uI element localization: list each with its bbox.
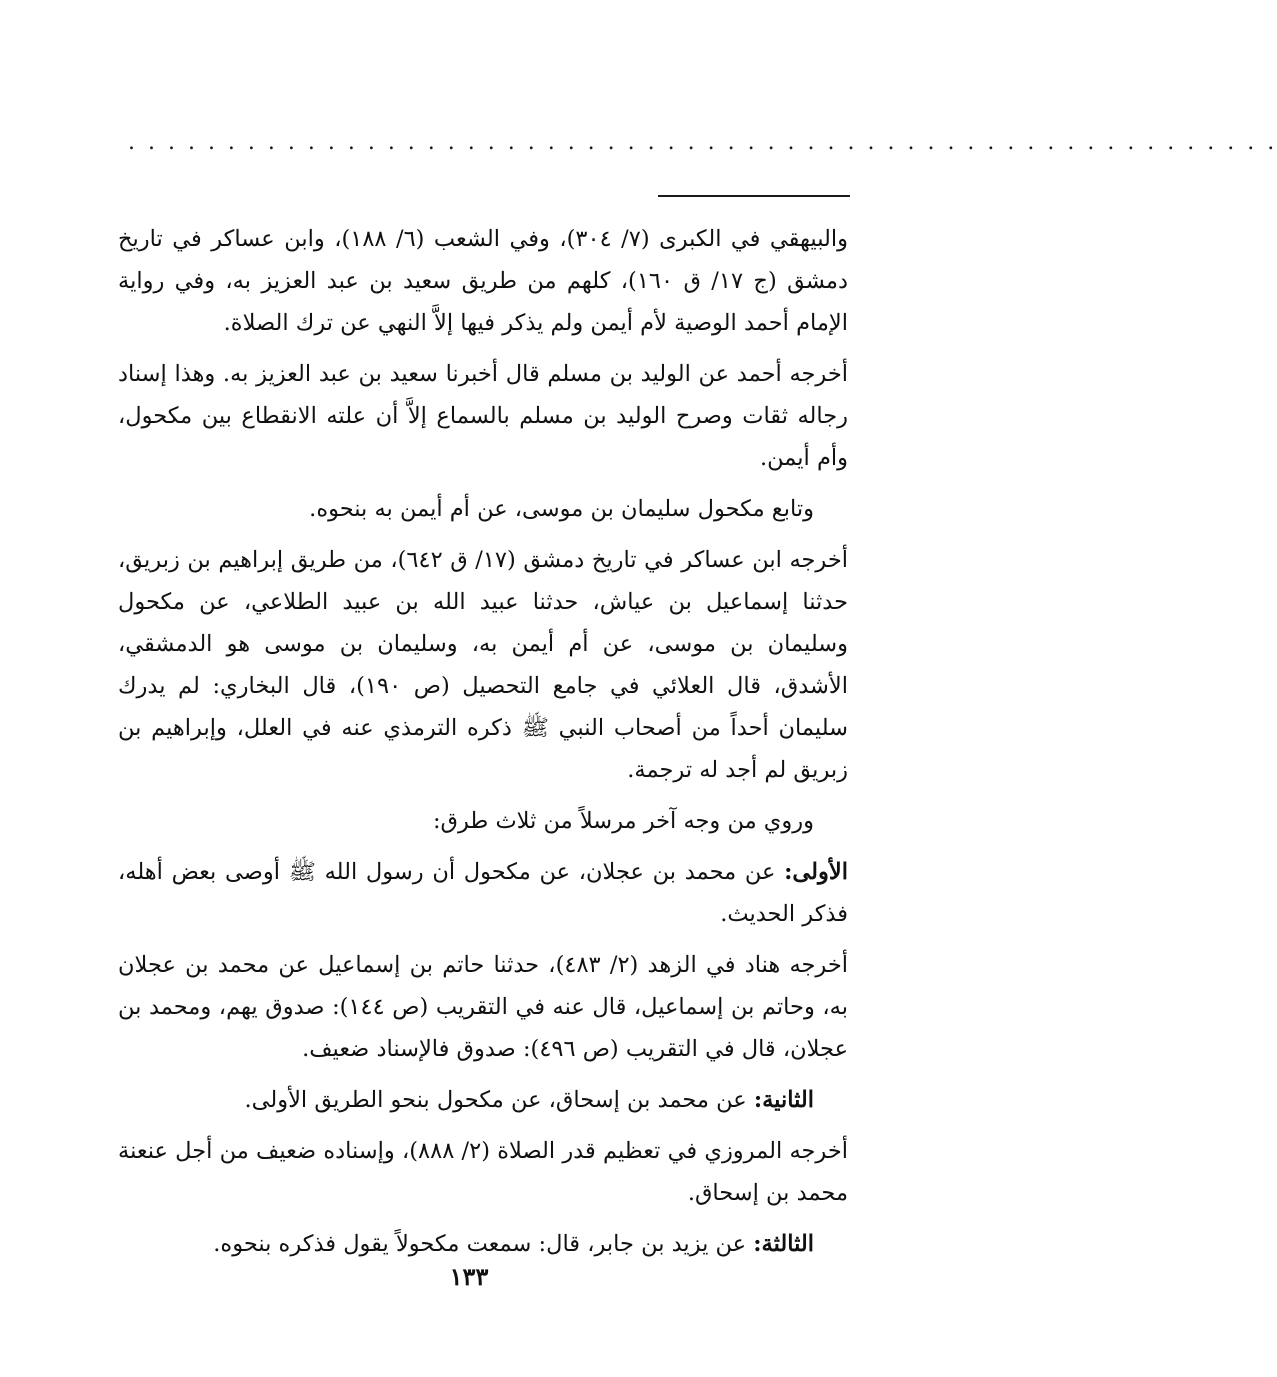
page-number: ١٣٣ xyxy=(449,1262,489,1291)
paragraph-text: عن محمد بن إسحاق، عن مكحول بنحو الطريق الأولى. xyxy=(244,1087,754,1113)
paragraph-lead: الثالثة: xyxy=(753,1231,814,1257)
paragraph-text: عن محمد بن عجلان، عن مكحول أن رسول الله ﷺ أوصى بعض أهله، فذكر الحديث. xyxy=(118,859,848,927)
paragraph-text: عن يزيد بن جابر، قال: سمعت مكحولاً يقول فذكره بنحوه. xyxy=(213,1231,754,1257)
paragraph-7 xyxy=(118,944,848,1070)
footnote-text xyxy=(118,218,848,1274)
paragraph-9 xyxy=(118,1130,848,1214)
paragraph-lead: الثانية: xyxy=(753,1087,814,1113)
paragraph-8 xyxy=(118,1079,848,1121)
paragraph-text: أخرجه هناد في الزهد (٢/ ٤٨٣)، حدثنا حاتم بن إسماعيل عن محمد بن عجلان به، وحاتم بن إسماعيل، قال عنه في التقريب (ص ١٤٤): صدوق يهم، ومحمد بن عجلان، قال في التقريب (ص ٤٩٦): صدوق فالإسناد ضعيف. xyxy=(118,952,849,1062)
paragraph-text: أخرجه أحمد عن الوليد بن مسلم قال أخبرنا سعيد بن عبد العزيز به. وهذا إسناد رجاله ثقات وصرح الوليد بن مسلم بالسماع إلاَّ أن علته الانقطاع بين مكحول، وأم أيمن. xyxy=(118,361,848,471)
footnote-rule xyxy=(658,195,850,197)
paragraph-text: وروي من وجه آخر مرسلاً من ثلاث طرق: xyxy=(432,808,814,834)
paragraph-text: وتابع مكحول سليمان بن موسى، عن أم أيمن به بنحوه. xyxy=(309,496,814,522)
paragraph-text: أخرجه ابن عساكر في تاريخ دمشق (١٧/ ق ٦٤٢)، من طريق إبراهيم بن زبريق، حدثنا إسماعيل بن عياش، حدثنا عبيد الله بن عبيد الطلاعي، عن مكحول وسليمان بن موسى، عن أم أيمن به، وسليمان بن موسى هو الدمشقي، الأشدق، قال العلائي في جامع التحصيل (ص ١٩٠)، قال البخاري: لم يدرك سليمان أحداً من أصحاب النبي ﷺ ذكره الترمذي عنه في العلل، وإبراهيم بن زبريق لم أجد له ترجمة. xyxy=(118,547,849,783)
paragraph-lead: الأولى: xyxy=(784,859,848,885)
dotted-separator: . . . . . . . . . . . . . . . . . . . . . . . . . . . . . . . . . . . . . . . . . . . . . . . . . . . . . . . . . . xyxy=(128,130,1277,155)
paragraph-10 xyxy=(118,1223,848,1265)
paragraph-text: أخرجه المروزي في تعظيم قدر الصلاة (٢/ ٨٨٨)، وإسناده ضعيف من أجل عنعنة محمد بن إسحاق. xyxy=(118,1138,848,1206)
paragraph-3 xyxy=(118,488,848,530)
paragraph-2 xyxy=(118,353,848,479)
paragraph-4 xyxy=(118,539,848,791)
paragraph-5 xyxy=(118,800,848,842)
paragraph-6 xyxy=(118,851,848,935)
paragraph-1 xyxy=(118,218,848,344)
paragraph-text: والبيهقي في الكبرى (٧/ ٣٠٤)، وفي الشعب (٦/ ١٨٨)، وابن عساكر في تاريخ دمشق (ج ١٧/ ق ١٦٠)، كلهم من طريق سعيد بن عبد العزيز به، وفي رواية الإمام أحمد الوصية لأم أيمن ولم يذكر فيها إلاَّ النهي عن ترك الصلاة. xyxy=(118,226,848,336)
